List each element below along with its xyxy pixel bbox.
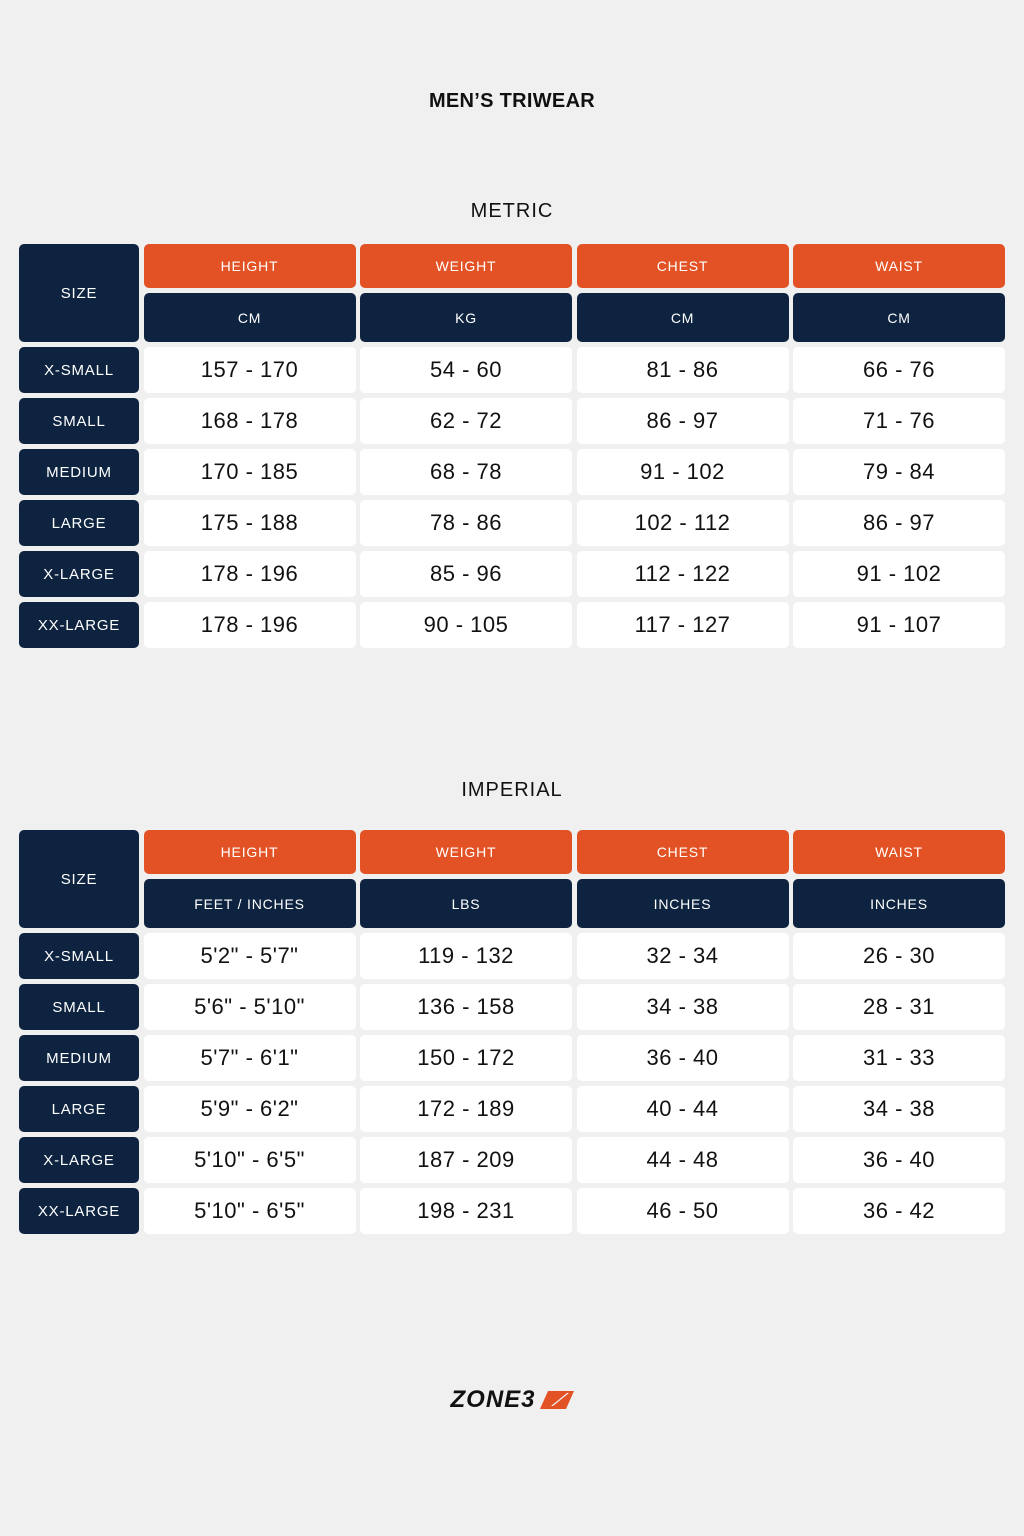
- size-header: SIZE: [19, 830, 139, 928]
- weight-value: 68 - 78: [360, 449, 572, 495]
- height-value: 5'10" - 6'5": [144, 1188, 356, 1234]
- chest-value: 91 - 102: [577, 449, 789, 495]
- waist-value: 34 - 38: [793, 1086, 1005, 1132]
- weight-value: 198 - 231: [360, 1188, 572, 1234]
- waist-value: 26 - 30: [793, 933, 1005, 979]
- size-label-x-large: X-LARGE: [19, 551, 139, 597]
- chest-value: 36 - 40: [577, 1035, 789, 1081]
- weight-header: WEIGHT: [360, 244, 572, 288]
- height-header: HEIGHT: [144, 244, 356, 288]
- size-header: SIZE: [19, 244, 139, 342]
- waist-value: 36 - 42: [793, 1188, 1005, 1234]
- imperial-section-title: IMPERIAL: [461, 779, 563, 801]
- height-value: 168 - 178: [144, 398, 356, 444]
- waist-value: 71 - 76: [793, 398, 1005, 444]
- weight-value: 119 - 132: [360, 933, 572, 979]
- waist-header: WAIST: [793, 830, 1005, 874]
- waist-value: 91 - 107: [793, 602, 1005, 648]
- size-label-x-large: X-LARGE: [19, 1137, 139, 1183]
- chest-value: 102 - 112: [577, 500, 789, 546]
- size-label-medium: MEDIUM: [19, 1035, 139, 1081]
- waist-value: 31 - 33: [793, 1035, 1005, 1081]
- size-label-x-small: X-SMALL: [19, 347, 139, 393]
- height-value: 178 - 196: [144, 551, 356, 597]
- chest-value: 81 - 86: [577, 347, 789, 393]
- weight-value: 150 - 172: [360, 1035, 572, 1081]
- size-label-small: SMALL: [19, 398, 139, 444]
- chest-value: 34 - 38: [577, 984, 789, 1030]
- zone3-stripe-icon: [540, 1389, 574, 1411]
- chest-unit: CM: [577, 293, 789, 342]
- height-value: 5'6" - 5'10": [144, 984, 356, 1030]
- size-label-large: LARGE: [19, 1086, 139, 1132]
- height-value: 170 - 185: [144, 449, 356, 495]
- chest-value: 46 - 50: [577, 1188, 789, 1234]
- size-label-large: LARGE: [19, 500, 139, 546]
- imperial-size-table: [19, 830, 1005, 1234]
- size-label-x-small: X-SMALL: [19, 933, 139, 979]
- size-label-xx-large: XX-LARGE: [19, 602, 139, 648]
- height-unit: CM: [144, 293, 356, 342]
- logo-text: ZONE3: [450, 1386, 536, 1413]
- waist-value: 36 - 40: [793, 1137, 1005, 1183]
- chest-value: 32 - 34: [577, 933, 789, 979]
- chest-value: 40 - 44: [577, 1086, 789, 1132]
- chest-value: 117 - 127: [577, 602, 789, 648]
- waist-value: 91 - 102: [793, 551, 1005, 597]
- weight-header: WEIGHT: [360, 830, 572, 874]
- height-value: 5'2" - 5'7": [144, 933, 356, 979]
- waist-value: 86 - 97: [793, 500, 1005, 546]
- chest-unit: INCHES: [577, 879, 789, 928]
- chest-header: CHEST: [577, 830, 789, 874]
- chest-value: 44 - 48: [577, 1137, 789, 1183]
- waist-value: 28 - 31: [793, 984, 1005, 1030]
- waist-unit: CM: [793, 293, 1005, 342]
- weight-unit: LBS: [360, 879, 572, 928]
- weight-value: 62 - 72: [360, 398, 572, 444]
- page-title: MEN’S TRIWEAR: [428, 90, 596, 112]
- waist-value: 79 - 84: [793, 449, 1005, 495]
- chest-header: CHEST: [577, 244, 789, 288]
- size-label-medium: MEDIUM: [19, 449, 139, 495]
- waist-value: 66 - 76: [793, 347, 1005, 393]
- weight-value: 85 - 96: [360, 551, 572, 597]
- weight-unit: KG: [360, 293, 572, 342]
- height-value: 157 - 170: [144, 347, 356, 393]
- weight-value: 54 - 60: [360, 347, 572, 393]
- height-value: 5'7" - 6'1": [144, 1035, 356, 1081]
- metric-section-title: METRIC: [470, 200, 554, 222]
- height-value: 175 - 188: [144, 500, 356, 546]
- weight-value: 78 - 86: [360, 500, 572, 546]
- zone3-logo: [0, 1386, 1024, 1414]
- weight-value: 136 - 158: [360, 984, 572, 1030]
- metric-size-table: [19, 244, 1005, 648]
- weight-value: 172 - 189: [360, 1086, 572, 1132]
- height-value: 5'9" - 6'2": [144, 1086, 356, 1132]
- weight-value: 187 - 209: [360, 1137, 572, 1183]
- weight-value: 90 - 105: [360, 602, 572, 648]
- chest-value: 112 - 122: [577, 551, 789, 597]
- chest-value: 86 - 97: [577, 398, 789, 444]
- size-label-xx-large: XX-LARGE: [19, 1188, 139, 1234]
- height-unit: FEET / INCHES: [144, 879, 356, 928]
- waist-header: WAIST: [793, 244, 1005, 288]
- size-label-small: SMALL: [19, 984, 139, 1030]
- waist-unit: INCHES: [793, 879, 1005, 928]
- height-header: HEIGHT: [144, 830, 356, 874]
- height-value: 178 - 196: [144, 602, 356, 648]
- height-value: 5'10" - 6'5": [144, 1137, 356, 1183]
